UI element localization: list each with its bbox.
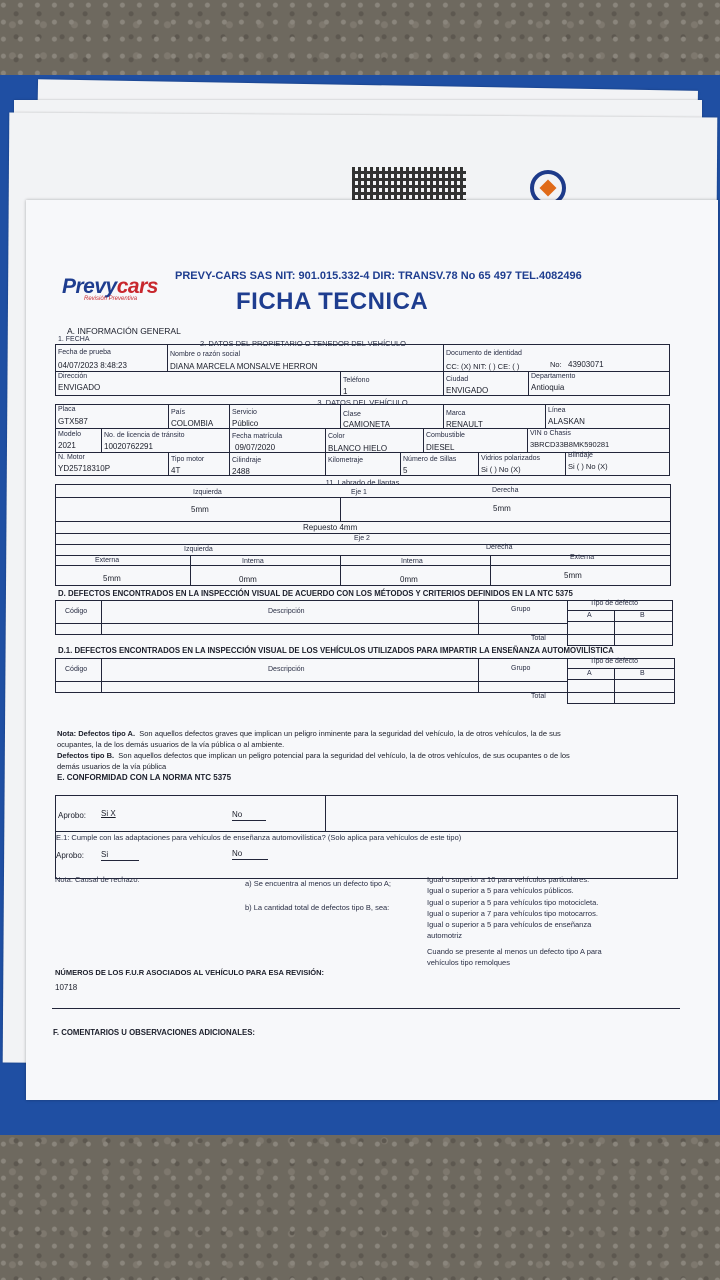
rechazo-title: Nota: Causal de rechazo: (55, 875, 140, 884)
pais-label: País (171, 409, 186, 416)
d-tipo-header: Tipo de defecto (590, 600, 638, 607)
rechazo-c2: Igual o superior a 5 para vehículos públicos. (427, 886, 574, 895)
rechazo-c1: Igual o superior a 10 para vehículos particulares. (427, 875, 590, 884)
defects-d1-table (55, 658, 675, 693)
fecha-prueba-value: 04/07/2023 8:48:23 (58, 361, 127, 370)
eje1-der-value: 5mm (493, 504, 511, 513)
documento-label: Documento de identidad (446, 350, 522, 357)
section-d-title: D. DEFECTOS ENCONTRADOS EN LA INSPECCIÓN VISUAL DE ACUERDO CON LOS MÉTODOS Y CRITERIOS DEFINIDOS EN LA NTC 5375 (58, 589, 573, 598)
servicio-label: Servicio (232, 409, 257, 416)
telefono-value: 1 (343, 387, 348, 396)
cilindraje-value: 2488 (232, 467, 250, 476)
repuesto-value: Repuesto 4mm (303, 523, 358, 532)
blindaje-label: Blindaje (568, 452, 593, 459)
matricula-value: 09/07/2020 (235, 443, 276, 452)
blindaje-value: Si ( ) No (X) (568, 462, 608, 471)
d-descripcion-header: Descripción (268, 608, 305, 615)
section-f-title: F. COMENTARIOS U OBSERVACIONES ADICIONALES: (53, 1028, 256, 1037)
eje1-label: Eje 1 (351, 489, 367, 496)
section-a-title: A. INFORMACIÓN GENERAL (67, 326, 181, 336)
d-b-header: B (640, 612, 645, 619)
d-a-header: A (587, 612, 592, 619)
d1-b-header: B (640, 670, 645, 677)
licencia-value: 10020762291 (104, 442, 153, 451)
rechazo-c6: Cuando se presente al menos un defecto tipo A para (427, 947, 602, 956)
placa-label: Placa (58, 406, 76, 413)
documento-no-value: 43903071 (568, 360, 604, 369)
marca-label: Marca (446, 410, 466, 417)
aprobo2-label: Aprobo: (56, 851, 85, 860)
marca-value: RENAULT (446, 420, 483, 429)
d-grupo-header: Grupo (511, 606, 531, 613)
nota-tipo-a-cont: ocupantes, la de los demás usuarios de la vía pública o al ambiente. (57, 740, 285, 749)
fur-label: NÚMEROS DE LOS F.U.R ASOCIADOS AL VEHÍCULO PARA ESA REVISIÓN: (55, 968, 325, 977)
eje1-izq-value: 5mm (191, 505, 209, 514)
interna-izq-label: Interna (242, 558, 264, 565)
general-info-table (55, 344, 670, 396)
modelo-value: 2021 (58, 441, 76, 450)
clase-label: Clase (343, 411, 361, 418)
sillas-label: Número de Sillas (403, 456, 457, 463)
documento-no-label: No: (550, 360, 562, 369)
tipo-motor-label: Tipo motor (171, 456, 205, 463)
aprobo-no: No (232, 810, 243, 819)
eje2-int-izq-value: 0mm (239, 575, 257, 584)
eje2-label: Eje 2 (354, 535, 370, 542)
combustible-label: Combustible (426, 432, 465, 439)
d-total-label: Total (531, 635, 546, 642)
e1-question: E.1: Cumple con las adaptaciones para vehículos de enseñanza automovilística? (Solo aplica para vehículos de este tipo) (56, 833, 462, 842)
rechazo-c4: Igual o superior a 7 para vehículos tipo motocarros. (427, 909, 598, 918)
section-d1-title: D.1. DEFECTOS ENCONTRADOS EN LA INSPECCIÓN VISUAL DE LOS VEHÍCULOS UTILIZADOS PARA IMPARTIR LA ENSEÑANZA AUTOMOVILÍSTICA (58, 646, 614, 655)
direccion-label: Dirección (58, 373, 88, 380)
aprobo-label: Aprobo: (58, 811, 87, 820)
aprobo2-si: Si (101, 850, 109, 859)
aprobo2-no: No (232, 849, 243, 858)
rechazo-b: b) La cantidad total de defectos tipo B, sea: (245, 903, 390, 912)
cilindraje-label: Cilindraje (232, 457, 262, 464)
company-header: PREVY-CARS SAS NIT: 901.015.332-4 DIR: TRANSV.78 No 65 497 TEL.4082496 (175, 270, 582, 282)
section-e-title: E. CONFORMIDAD CON LA NORMA NTC 5375 (57, 773, 232, 782)
externa-izq-label: Externa (95, 557, 120, 564)
d1-descripcion-header: Descripción (268, 666, 305, 673)
modelo-label: Modelo (58, 431, 81, 438)
tipo-motor-value: 4T (171, 466, 181, 475)
externa-der-label: Externa (570, 554, 595, 561)
vidrios-value: Si ( ) No (X) (481, 465, 521, 474)
eje1-izquierda-label: Izquierda (193, 489, 222, 496)
prevycars-logo: Prevycars Revisión Preventiva (62, 275, 158, 302)
motor-label: N. Motor (58, 454, 85, 461)
fur-value: 10718 (55, 983, 78, 992)
combustible-value: DIESEL (426, 443, 455, 452)
color-value: BLANCO HIELO (328, 444, 388, 453)
fecha-label: 1. FECHA (58, 336, 90, 343)
eje2-int-der-value: 0mm (400, 575, 418, 584)
motor-value: YD25718310P (58, 464, 111, 473)
placa-value: GTX587 (58, 417, 88, 426)
d1-a-header: A (587, 670, 592, 677)
vidrios-label: Vidrios polarizados (481, 455, 541, 462)
licencia-label: No. de licencia de tránsito (104, 432, 185, 439)
eje2-izquierda-label: Izquierda (184, 546, 213, 553)
linea-value: ALASKAN (548, 417, 585, 426)
vehiculo-title: 3. DATOS DEL VEHÍCULO (317, 398, 408, 407)
eje2-ext-izq-value: 5mm (103, 574, 121, 583)
eje2-derecha-label: Derecha (486, 544, 513, 551)
nombre-value: DIANA MARCELA MONSALVE HERRON (170, 362, 318, 371)
direccion-value: ENVIGADO (58, 383, 101, 392)
d1-total-label: Total (531, 693, 546, 700)
defects-d-table (55, 600, 673, 635)
linea-label: Línea (548, 407, 566, 414)
rechazo-c3: Igual o superior a 5 para vehículos tipo motocicleta. (427, 898, 599, 907)
servicio-value: Público (232, 419, 259, 428)
vin-label: VIN o Chasis (530, 430, 571, 437)
eje2-ext-der-value: 5mm (564, 571, 582, 580)
fecha-prueba-label: Fecha de prueba (58, 349, 111, 356)
rechazo-c5b: automotriz (427, 931, 463, 940)
nombre-label: Nombre o razón social (170, 351, 241, 358)
page-title: FICHA TECNICA (236, 288, 429, 315)
d1-tipo-header: Tipo de defecto (590, 658, 638, 665)
color-label: Color (328, 433, 345, 440)
eje1-derecha-label: Derecha (492, 487, 519, 494)
propietario-title: 2. DATOS DEL PROPIETARIO O TENEDOR DEL VEHÍCULO (200, 339, 407, 348)
d1-grupo-header: Grupo (511, 665, 531, 672)
llantas-title: 11. Labrado de llantas (325, 478, 400, 487)
nota-tipo-a: Nota: Defectos tipo A. Son aquellos defectos graves que implican un peligro inminente para la seguridad del vehículo, la de otros vehículos, la de sus (57, 729, 561, 738)
sillas-value: 5 (403, 466, 408, 475)
ciudad-value: ENVIGADO (446, 386, 489, 395)
clase-value: CAMIONETA (343, 420, 390, 429)
interna-der-label: Interna (401, 558, 423, 565)
d-codigo-header: Código (65, 608, 88, 615)
aprobo-si: Si X (101, 809, 116, 818)
departamento-label: Departamento (531, 373, 576, 380)
nota-tipo-b: Defectos tipo B. Son aquellos defectos que implican un peligro potencial para la seguridad del vehículo, la de otros vehículos, de sus ocupantes o de los (57, 751, 570, 760)
nota-tipo-b-cont: demás usuarios de la vía pública (57, 762, 167, 771)
ciudad-label: Ciudad (446, 376, 469, 383)
documento-tipo: CC: (X) NIT: ( ) CE: ( ) (446, 362, 520, 371)
rechazo-c6b: vehículos tipo remolques (427, 958, 510, 967)
pais-value: COLOMBIA (171, 419, 214, 428)
rechazo-a: a) Se encuentra al menos un defecto tipo A; (245, 879, 391, 888)
telefono-label: Teléfono (343, 377, 370, 384)
vin-value: 3BRCD33B8MK590281 (530, 440, 610, 449)
matricula-label: Fecha matrícula (232, 433, 283, 440)
departamento-value: Antioquia (531, 383, 565, 392)
rechazo-c5: Igual o superior a 5 para vehículos de enseñanza (427, 920, 592, 929)
kilometraje-label: Kilometraje (328, 457, 364, 464)
d1-codigo-header: Código (65, 666, 88, 673)
